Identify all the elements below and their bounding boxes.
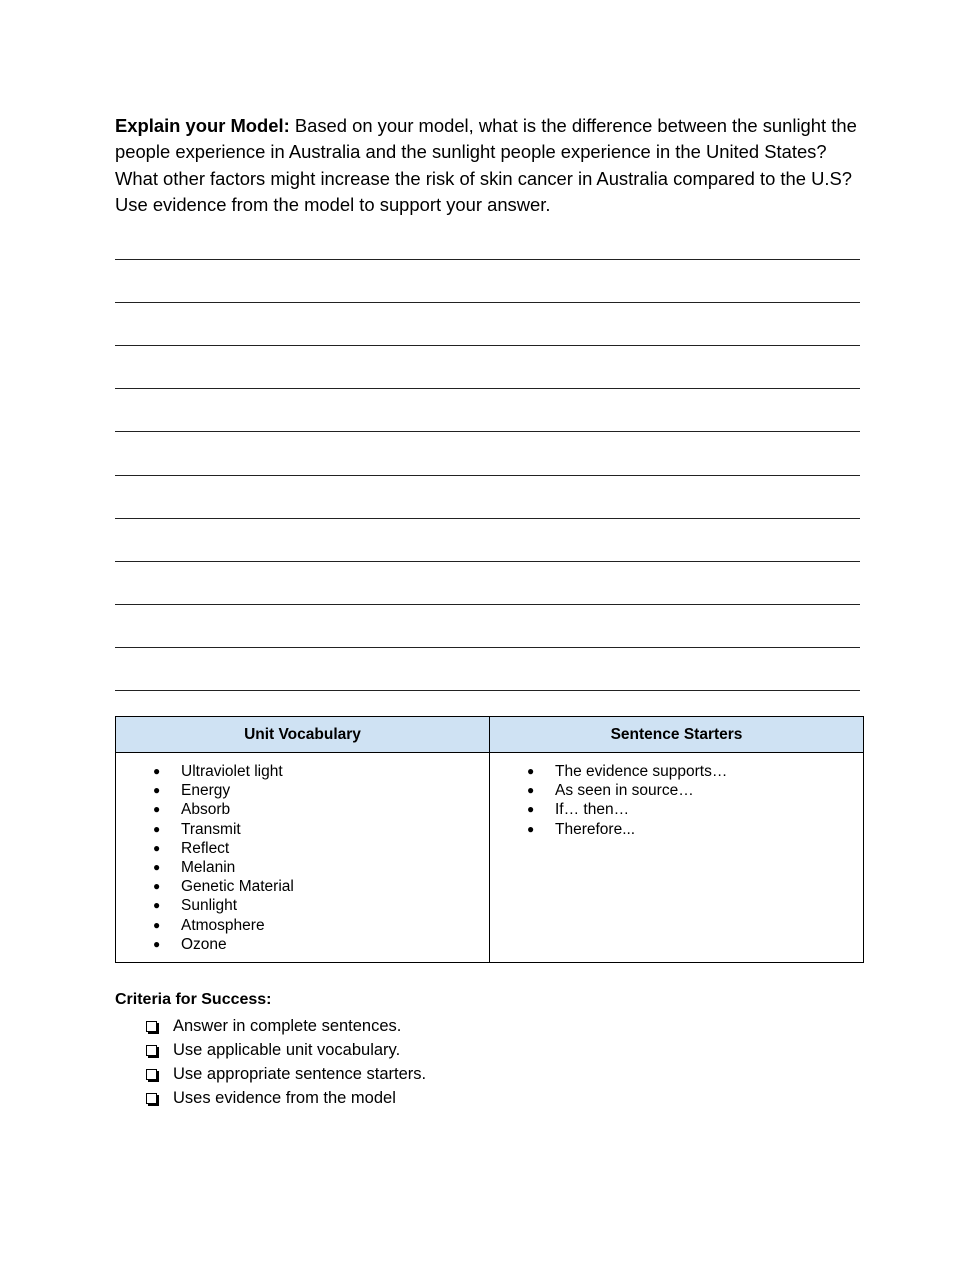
bullet-dot-icon: ● (153, 860, 161, 875)
vocab-item-label: Transmit (181, 820, 241, 838)
vocab-item (116, 858, 489, 877)
vocab-item (116, 896, 489, 915)
prompt-label: Explain your Model: (115, 115, 290, 136)
bullet-dot-icon: ● (153, 802, 161, 817)
criteria-title: Criteria for Success: (115, 991, 272, 1008)
starter-item (490, 781, 863, 800)
bullet-dot-icon: ● (527, 802, 535, 817)
starter-item-label: The evidence supports… (555, 763, 728, 780)
vocab-item (116, 935, 489, 954)
answer-line[interactable] (115, 431, 860, 432)
checkbox-icon[interactable] (146, 1069, 157, 1080)
vocab-item (116, 781, 489, 800)
starters-list (490, 762, 863, 839)
vocab-item-label: Absorb (181, 801, 231, 819)
starters-header: Sentence Starters (490, 717, 864, 753)
vocab-item-label: Melanin (181, 859, 236, 877)
vocab-header: Unit Vocabulary (116, 717, 490, 753)
starter-item (490, 762, 863, 781)
checkbox-icon[interactable] (146, 1021, 157, 1032)
vocab-item (116, 839, 489, 858)
bullet-dot-icon: ● (153, 936, 161, 951)
vocab-item-label: Genetic Material (181, 878, 294, 896)
vocab-item-label: Ultraviolet light (181, 763, 283, 780)
criteria-item (115, 1014, 426, 1038)
vocab-item-label: Sunlight (181, 897, 238, 915)
checkbox-icon[interactable] (146, 1093, 157, 1104)
starter-item-label: As seen in source… (555, 782, 694, 800)
vocab-item (116, 762, 489, 781)
answer-line[interactable] (115, 518, 860, 519)
criteria-item (115, 1038, 426, 1062)
vocab-list (116, 762, 489, 954)
answer-line[interactable] (115, 302, 860, 303)
bullet-dot-icon: ● (527, 783, 535, 798)
vocab-item-label: Energy (181, 782, 231, 800)
criteria-item-label: Use appropriate sentence starters. (173, 1065, 427, 1083)
starter-item (490, 820, 863, 839)
starter-item (490, 800, 863, 819)
prompt-paragraph (115, 113, 865, 218)
bullet-dot-icon: ● (527, 821, 535, 836)
answer-line[interactable] (115, 604, 860, 605)
criteria-item (115, 1086, 426, 1110)
bullet-dot-icon: ● (153, 898, 161, 913)
answer-line[interactable] (115, 647, 860, 648)
vocab-item (116, 820, 489, 839)
vocab-cell (116, 753, 490, 963)
vocab-item (116, 877, 489, 896)
vocab-item-label: Reflect (181, 839, 230, 857)
answer-line[interactable] (115, 388, 860, 389)
bullet-dot-icon: ● (153, 917, 161, 932)
answer-line[interactable] (115, 561, 860, 562)
checkbox-icon[interactable] (146, 1045, 157, 1056)
bullet-dot-icon: ● (153, 821, 161, 836)
criteria-list (115, 1014, 426, 1110)
starter-item-label: If… then… (555, 801, 630, 819)
bullet-dot-icon: ● (153, 840, 161, 855)
bullet-dot-icon: ● (527, 764, 535, 778)
criteria-item-label: Answer in complete sentences. (173, 1017, 402, 1035)
answer-line[interactable] (115, 259, 860, 260)
vocab-item (116, 916, 489, 935)
bullet-dot-icon: ● (153, 783, 161, 798)
answer-line[interactable] (115, 475, 860, 476)
starters-cell (490, 753, 864, 963)
prompt-text: Based on your model, what is the difference between the sunlight the people experience in Australia and the sunlight people experience in the United States? What other factors might increase the risk of skin cancer in Australia compared to the U.S? Use evidence from the model to support your answer. (115, 115, 857, 215)
criteria-item-label: Use applicable unit vocabulary. (173, 1041, 401, 1059)
bullet-dot-icon: ● (153, 764, 161, 778)
criteria-item (115, 1062, 426, 1086)
answer-line[interactable] (115, 345, 860, 346)
criteria-item-label: Uses evidence from the model (173, 1089, 396, 1107)
vocab-item-label: Ozone (181, 935, 227, 953)
vocab-item (116, 800, 489, 819)
vocab-item-label: Atmosphere (181, 916, 265, 934)
starter-item-label: Therefore... (555, 820, 636, 838)
bullet-dot-icon: ● (153, 879, 161, 894)
answer-line[interactable] (115, 690, 860, 691)
help-table (115, 716, 864, 963)
